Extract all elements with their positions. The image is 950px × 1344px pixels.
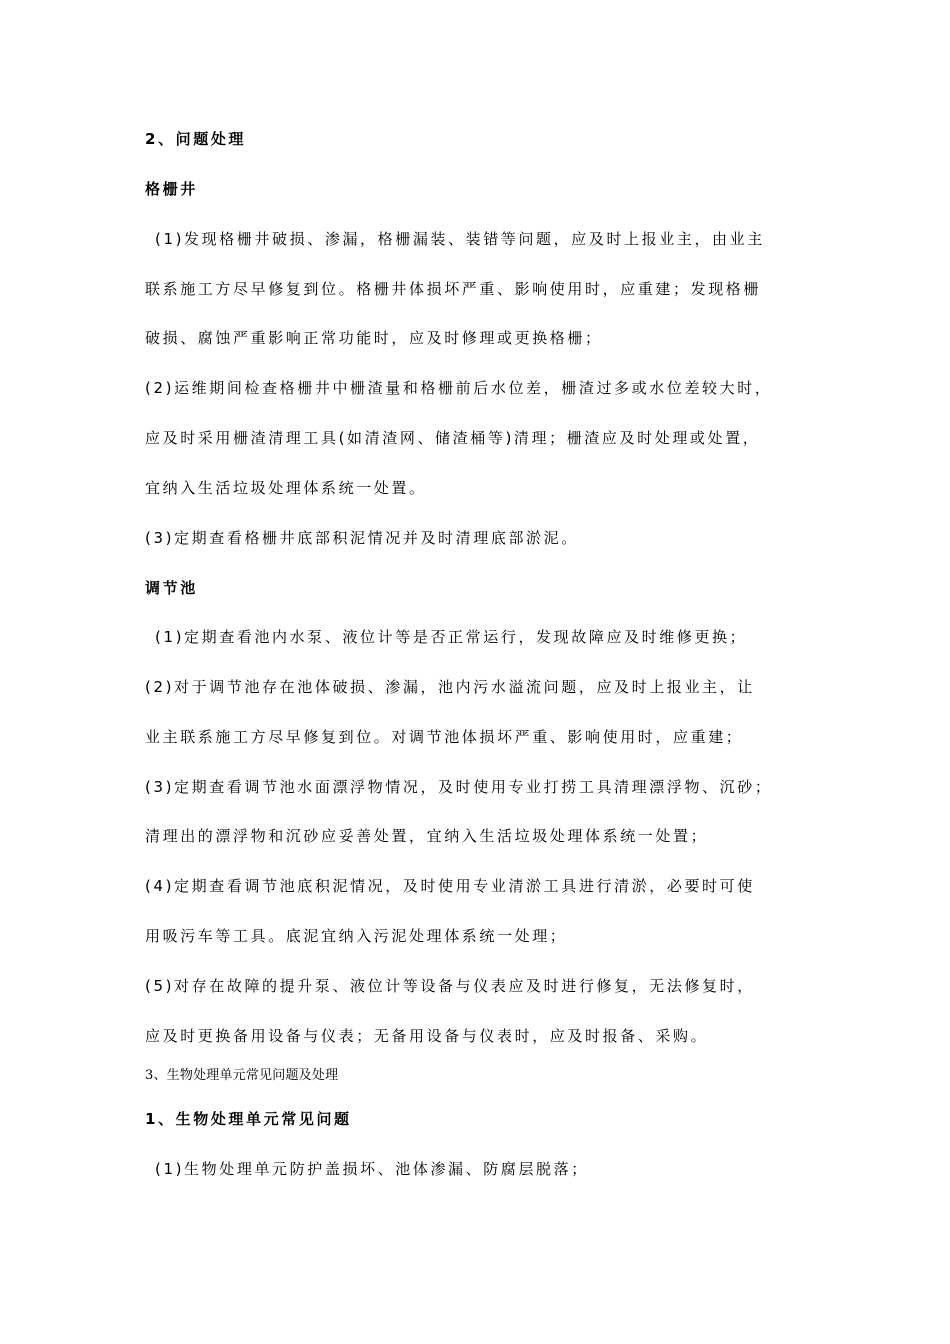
subheading-bio-unit: 1、生物处理单元常见问题: [145, 1110, 352, 1128]
paragraph-line: 应及时采用栅渣清理工具(如清渣网、储渣桶等)清理；栅渣应及时处理或处置，: [145, 429, 761, 447]
paragraph-line: 联系施工方尽早修复到位。格栅井体损坏严重、影响使用时，应重建；发现格栅: [145, 280, 762, 298]
paragraph-line: 应及时更换备用设备与仪表；无备用设备与仪表时，应及时报备、采购。: [145, 1027, 709, 1045]
section-heading: 2、问题处理: [145, 130, 247, 148]
paragraph-line: 业主联系施工方尽早修复到位。对调节池体损坏严重、影响使用时，应重建；: [145, 728, 744, 746]
paragraph-line: 清理出的漂浮物和沉砂应妥善处置，宜纳入生活垃圾处理体系统一处置；: [145, 827, 709, 845]
paragraph-line: 破损、腐蚀严重影响正常功能时，应及时修理或更换格栅；: [145, 329, 603, 347]
paragraph-line: (2)运维期间检查格栅井中栅渣量和格栅前后水位差，栅渣过多或水位差较大时，: [145, 379, 773, 397]
paragraph-line: (3)定期查看调节池水面漂浮物情况，及时使用专业打捞工具清理漂浮物、沉砂；: [145, 778, 773, 796]
paragraph-line: (2)对于调节池存在池体破损、渗漏，池内污水溢流问题，应及时上报业主，让: [145, 678, 755, 696]
section-heading-small: 3、生物处理单元常见问题及处理: [145, 1068, 339, 1083]
paragraph-line: (1)生物处理单元防护盖损坏、池体渗漏、防腐层脱落；: [155, 1160, 589, 1178]
paragraph-line: (3)定期查看格栅井底部积泥情况并及时清理底部淤泥。: [145, 529, 579, 547]
subheading-grate-well: 格栅井: [145, 180, 198, 198]
paragraph-line: (1)发现格栅井破损、渗漏，格栅漏装、装错等问题，应及时上报业主，由业主: [155, 230, 765, 248]
subheading-regulating-tank: 调节池: [145, 579, 198, 597]
paragraph-line: (1)定期查看池内水泵、液位计等是否正常运行，发现故障应及时维修更换；: [155, 628, 748, 646]
paragraph-line: (5)对存在故障的提升泵、液位计等设备与仪表应及时进行修复，无法修复时，: [145, 977, 755, 995]
paragraph-line: 宜纳入生活垃圾处理体系统一处置。: [145, 479, 427, 497]
paragraph-line: 用吸污车等工具。底泥宜纳入污泥处理体系统一处理；: [145, 927, 568, 945]
paragraph-line: (4)定期查看调节池底积泥情况，及时使用专业清淤工具进行清淤，必要时可使: [145, 877, 755, 895]
